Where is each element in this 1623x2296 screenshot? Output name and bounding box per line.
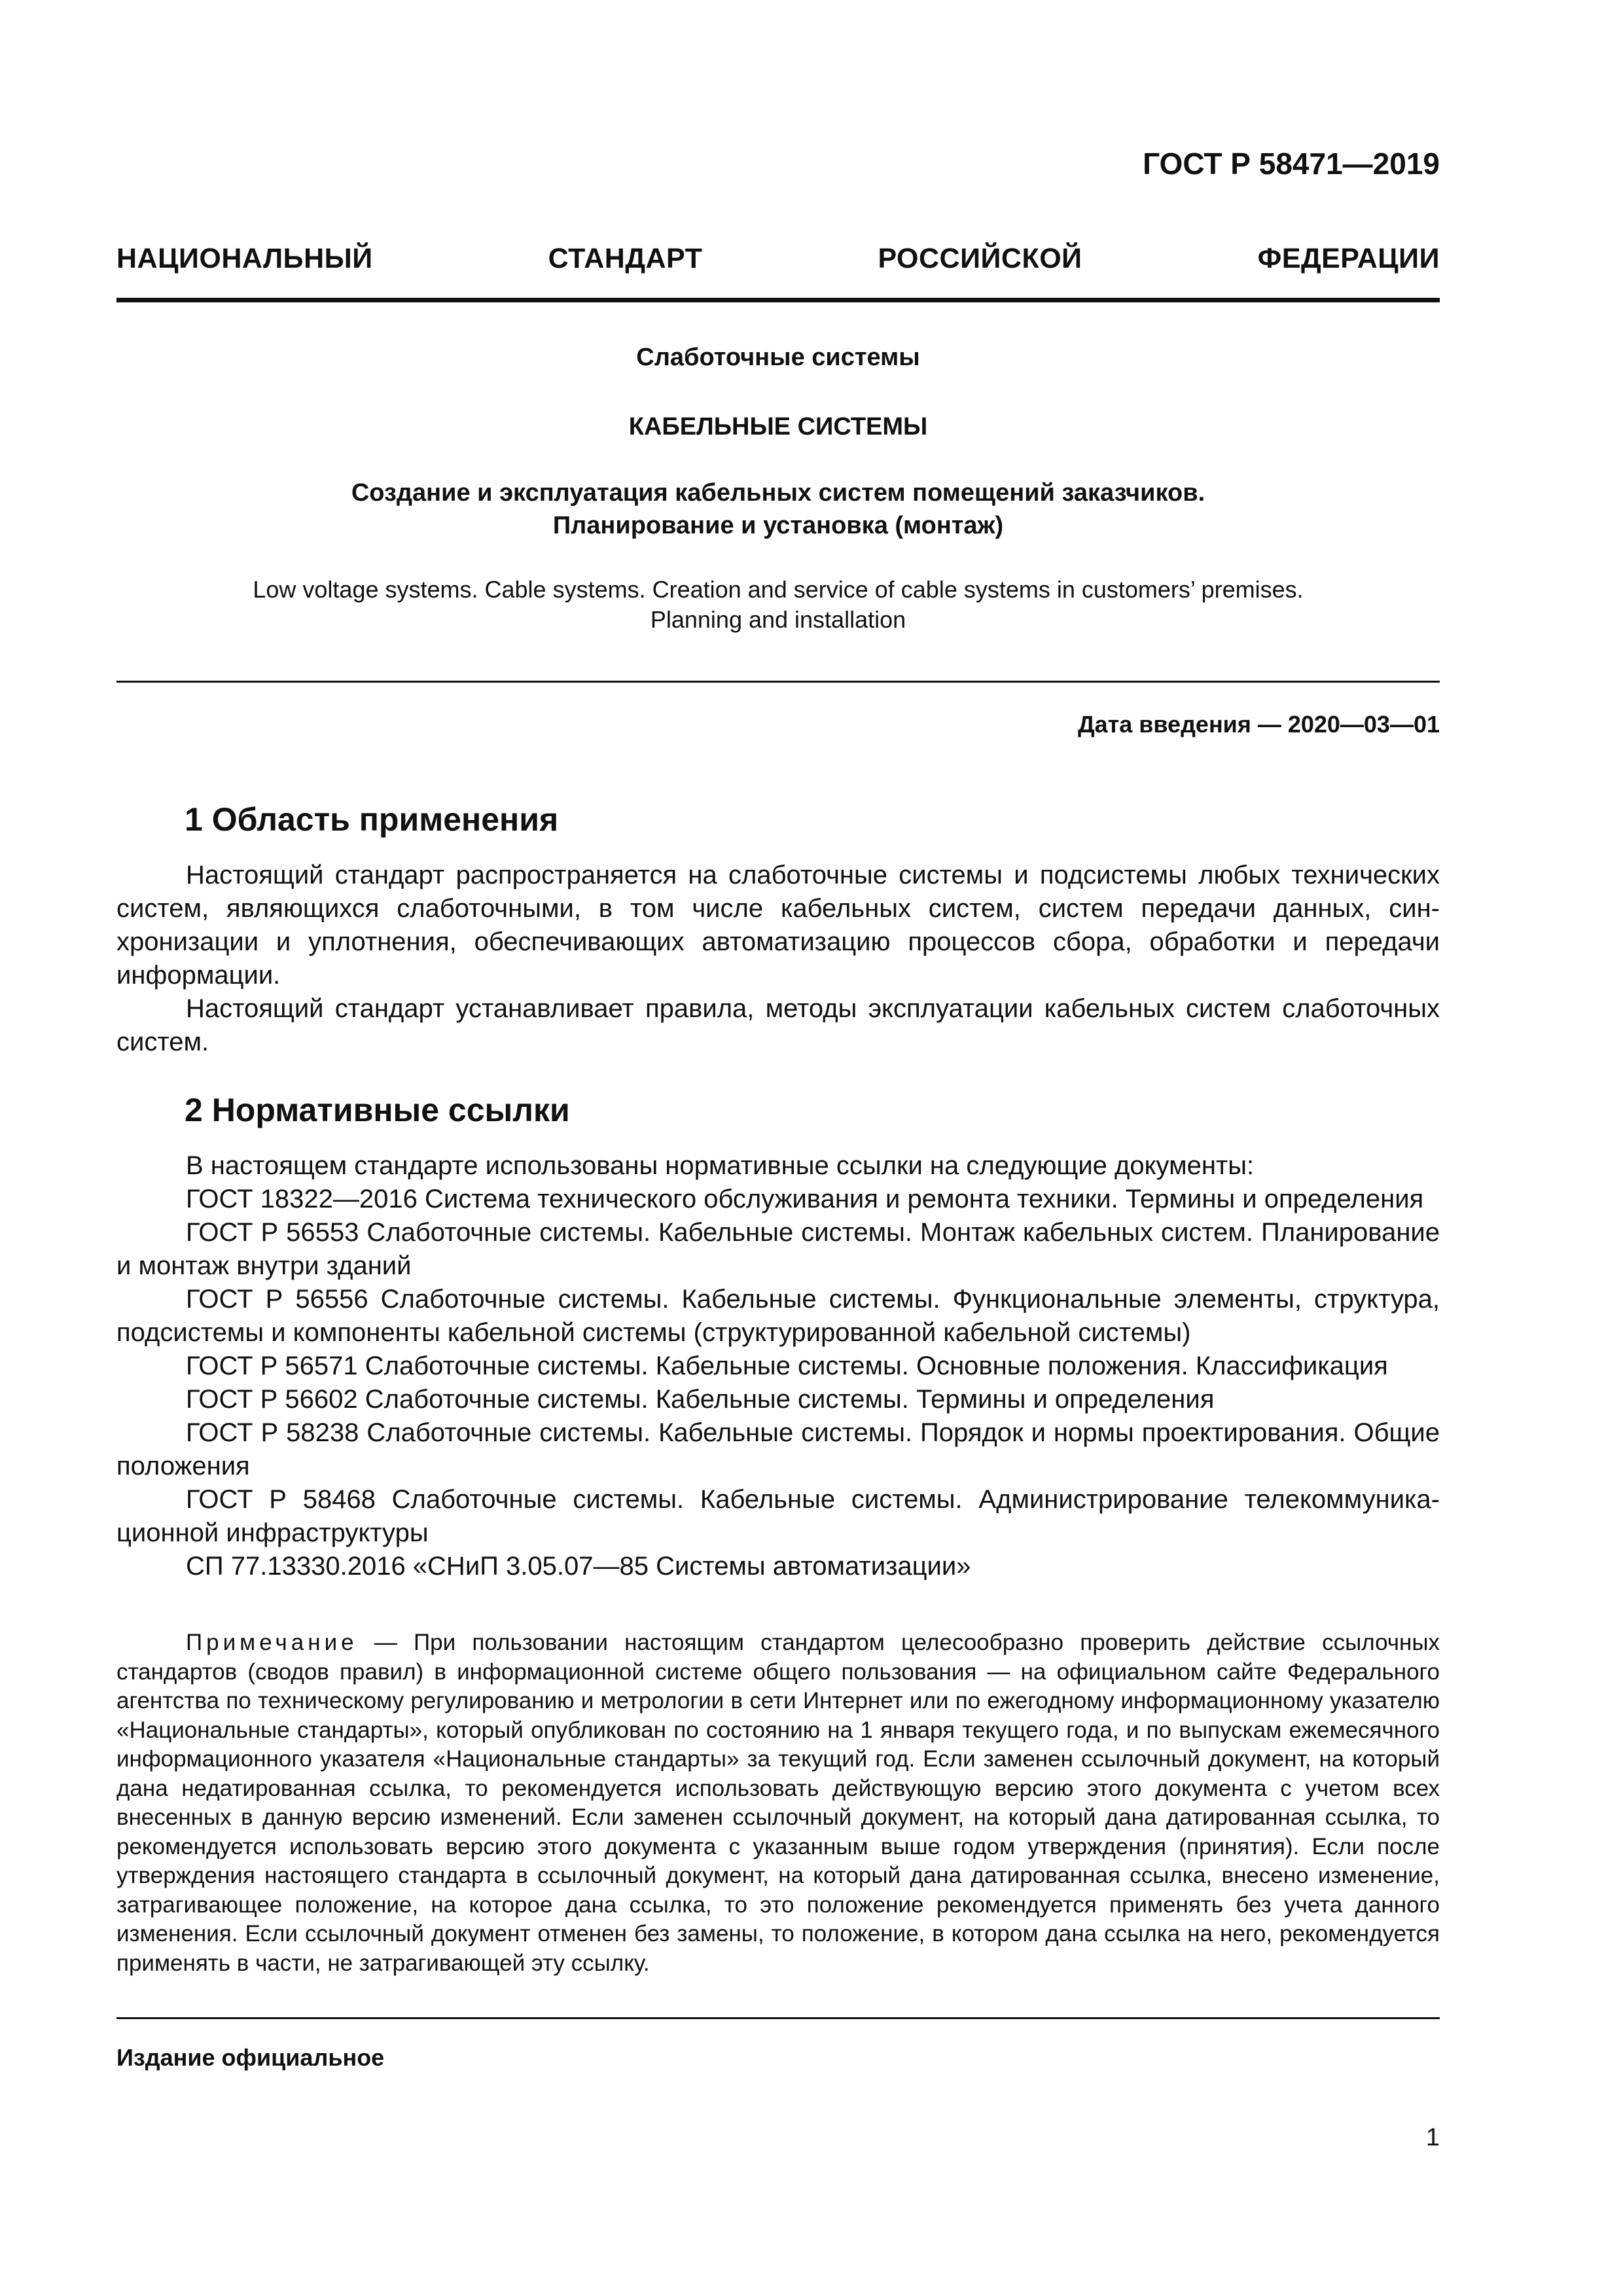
section-2-body: [116, 1149, 1440, 1583]
title-category: Слаботочные системы: [636, 344, 920, 371]
section-1-paragraph: Настоящий стандарт устанавливает правила, методы эксплуатации кабельных систем слаботочных систем.: [116, 994, 1440, 1056]
normative-reference: ГОСТ Р 56571 Слаботочные системы. Кабельные системы. Основные положения. Классификация: [186, 1352, 1388, 1380]
page-number: 1: [1425, 2124, 1440, 2151]
note-label: Примечание: [186, 1630, 358, 1655]
section-2-intro: В настоящем стандарте использованы нормативные ссылки на следующие документы:: [186, 1151, 1255, 1180]
introduction-date: Дата введения — 2020—03—01: [1077, 711, 1440, 738]
title-separator-rule: [116, 681, 1440, 683]
header-thick-rule: [116, 298, 1440, 302]
footer-rule: [116, 2017, 1440, 2019]
national-standard-banner: НАЦИОНАЛЬНЫЙ СТАНДАРТ РОССИЙСКОЙ ФЕДЕРАЦИИ: [116, 243, 1440, 274]
normative-reference: ГОСТ Р 58468 Слаботочные системы. Кабельные системы. Администрирование телекоммуникационной инфраструктуры: [116, 1485, 1440, 1547]
standard-code: ГОСТ Р 58471—2019: [1143, 147, 1440, 181]
title-name-line1: Создание и эксплуатация кабельных систем помещений заказчиков.: [351, 479, 1205, 507]
official-edition-label: Издание официальное: [116, 2044, 385, 2071]
normative-reference: ГОСТ Р 56602 Слаботочные системы. Кабельные системы. Термины и определения: [186, 1385, 1215, 1414]
section-1-heading: 1 Область применения: [185, 801, 559, 838]
title-english-line2: Planning and installation: [650, 606, 906, 633]
normative-reference: ГОСТ 18322—2016 Система технического обслуживания и ремонта техники. Термины и определения: [186, 1185, 1424, 1213]
normative-reference: ГОСТ Р 56553 Слаботочные системы. Кабельные системы. Монтаж кабельных систем. Планирование и монтаж внутри зданий: [116, 1218, 1440, 1280]
title-name-line2: Планирование и установка (монтаж): [552, 512, 1004, 539]
normative-reference: СП 77.13330.2016 «СНиП 3.05.07—85 Системы автоматизации»: [186, 1552, 971, 1581]
section-1-paragraph: Настоящий стандарт распространяется на слаботочные системы и подсистемы любых технических систем, являющихся слаботочными, в том числе кабельных систем, систем передачи данных, синхронизации и уплотнения, обеспечивающих автоматизацию процессов сбора, обработки и передачи информации.: [116, 861, 1440, 990]
note-block: [116, 1628, 1440, 1978]
note-text: — При пользовании настоящим стандартом целесообразно проверить действие ссылочных стандартов (сводов правил) в информационной системе общего пользования — на официальном сайте Федерального агентства по техническому регулированию и метрологии в сети Интернет или по ежегодному информационному указателю «Национальные стандарты», который опубликован по состоянию на 1 января текущего года, и по выпускам ежемесячного информационного указателя «Национальные стандарты» за текущий год. Если заменен ссылочный документ, на который дана недатированная ссылка, то рекомендуется использовать действующую версию этого документа с учетом всех внесенных в данную версию изменений. Если заменен ссылочный документ, на который дана датированная ссылка, то рекомендуется использовать версию этого документа с указанным выше годом утверждения (принятия). Если после утверждения настоящего стандарта в ссылочный документ, на который дана датированная ссылка, внесено изменение, затрагивающее положение, на которое дана ссылка, то это положение рекомендуется применять без учета данного изменения. Если ссылочный документ отменен без замены, то положение, в котором дана ссылка на него, рекомендуется применять в части, не затрагивающей эту ссылку.: [116, 1630, 1440, 1976]
title-subject: КАБЕЛЬНЫЕ СИСТЕМЫ: [628, 413, 928, 440]
section-2-heading: 2 Нормативные ссылки: [185, 1092, 570, 1128]
title-english-line1: Low voltage systems. Cable systems. Creation and service of cable systems in customers’ premises.: [253, 576, 1304, 603]
normative-reference: ГОСТ Р 58238 Слаботочные системы. Кабельные системы. Порядок и нормы проектирования. Общие положения: [116, 1418, 1440, 1480]
normative-reference: ГОСТ Р 56556 Слаботочные системы. Кабельные системы. Функциональные элементы, структура, подсистемы и компоненты кабельной системы (структурированной кабельной системы): [116, 1285, 1440, 1347]
section-1-body: [116, 859, 1440, 1059]
